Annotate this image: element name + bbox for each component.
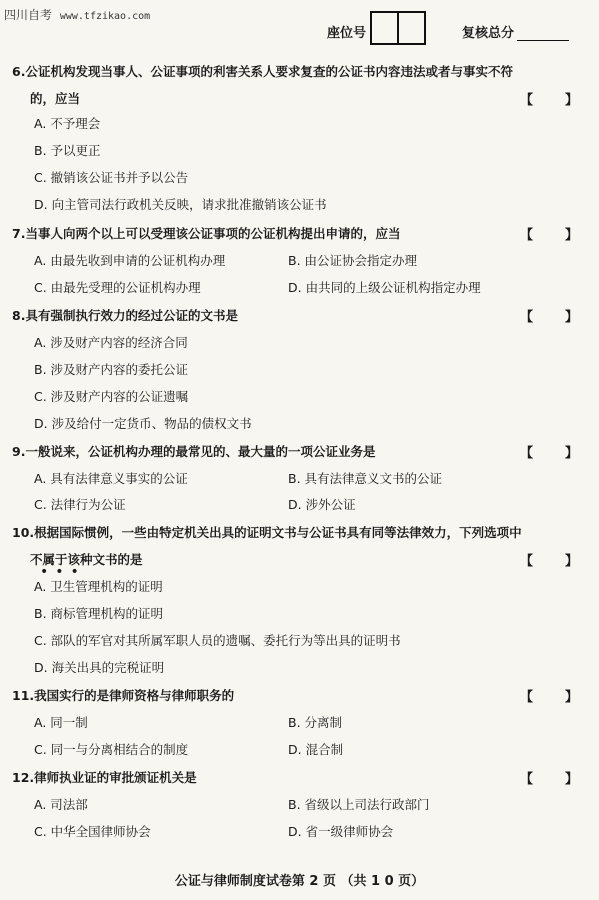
review-total-blank: [517, 40, 569, 41]
bracket-close: 】: [564, 690, 578, 705]
question-11-text: 11.我国实行的是律师资格与律师职务的: [12, 688, 235, 703]
bracket-open: 【: [520, 554, 534, 569]
option-7b: B. 由公证协会指定办理: [288, 253, 418, 268]
option-8c: C. 涉及财产内容的公证遗嘱: [34, 389, 189, 404]
option-6d: D. 向主管司法行政机关反映，请求批准撤销该公证书: [34, 197, 327, 212]
option-7a: A. 由最先收到申请的公证机构办理: [34, 253, 226, 268]
option-11a: A. 同一制: [34, 715, 88, 730]
option-11c: C. 同一与分离相结合的制度: [34, 742, 189, 757]
question-9-text: 9.一般说来，公证机构办理的最常见的、最大量的一项公证业务是: [12, 444, 376, 459]
answer-bracket-8: [520, 306, 578, 325]
option-10c: C. 部队的军官对其所属军职人员的遗嘱、委托行为等出具的证明书: [34, 633, 401, 648]
question-6-text: 6.公证机构发现当事人、公证事项的利害关系人要求复查的公证书内容违法或者与事实不符: [12, 64, 513, 79]
bracket-open: 【: [520, 690, 534, 705]
question-10-text: 10.根据国际惯例，一些由特定机关出具的证明文书与公证书具有同等法律效力，下列选项中: [12, 525, 522, 540]
bracket-open: 【: [520, 93, 534, 108]
bracket-close: 】: [564, 228, 578, 243]
question-7-text: 7.当事人向两个以上可以受理该公证事项的公证机构提出申请的，应当: [12, 226, 401, 241]
bracket-close: 】: [564, 772, 578, 787]
option-7c: C. 由最先受理的公证机构办理: [34, 280, 201, 295]
watermark: [4, 6, 150, 23]
bracket-close: 】: [564, 310, 578, 325]
answer-bracket-9: [520, 442, 578, 461]
option-6a: A. 不予理会: [34, 116, 101, 131]
bracket-open: 【: [520, 310, 534, 325]
bracket-close: 】: [564, 554, 578, 569]
review-total-label: 复核总分: [462, 26, 515, 41]
option-9c: C. 法律行为公证: [34, 497, 126, 512]
seat-number-cell: [372, 13, 397, 43]
site-url: www.tfzikao.com: [59, 11, 151, 22]
option-12a: A. 司法部: [34, 797, 88, 812]
option-6b: B. 予以更正: [34, 143, 101, 158]
option-8a: A. 涉及财产内容的经济合同: [34, 335, 188, 350]
option-8d: D. 涉及给付一定货币、物品的债权文书: [34, 416, 252, 431]
option-9a: A. 具有法律意义事实的公证: [34, 471, 188, 486]
question-8-text: 8.具有强制执行效力的经过公证的文书是: [12, 308, 238, 323]
seat-number-box: [370, 11, 426, 45]
site-name: 四川自考: [4, 8, 53, 22]
option-12d: D. 省一级律师协会: [288, 824, 394, 839]
question-6-text-cont: 的，应当: [30, 91, 81, 106]
option-10d: D. 海关出具的完税证明: [34, 660, 165, 675]
option-6c: C. 撤销该公证书并予以公告: [34, 170, 189, 185]
answer-bracket-12: [520, 768, 578, 787]
answer-bracket-11: [520, 686, 578, 705]
option-11d: D. 混合制: [288, 742, 344, 757]
option-10a: A. 卫生管理机构的证明: [34, 579, 163, 594]
option-11b: B. 分离制: [288, 715, 343, 730]
option-9d: D. 涉外公证: [288, 497, 356, 512]
emphasis-dots: •••: [40, 564, 86, 580]
option-7d: D. 由共同的上级公证机构指定办理: [288, 280, 481, 295]
option-8b: B. 涉及财产内容的委托公证: [34, 362, 189, 377]
answer-bracket-10: [520, 550, 578, 569]
question-10-text-cont: 不属于该种文书的是: [30, 552, 143, 567]
page-footer: 公证与律师制度试卷第 2 页 （共 1 0 页）: [174, 874, 425, 889]
bracket-close: 】: [564, 446, 578, 461]
bracket-close: 】: [564, 93, 578, 108]
seat-number-cell: [397, 13, 424, 43]
bracket-open: 【: [520, 772, 534, 787]
seat-number-label: 座位号: [327, 26, 367, 41]
answer-bracket-7: [520, 224, 578, 243]
option-9b: B. 具有法律意义文书的公证: [288, 471, 443, 486]
answer-bracket-6: [520, 89, 578, 108]
option-12c: C. 中华全国律师协会: [34, 824, 151, 839]
bracket-open: 【: [520, 446, 534, 461]
option-12b: B. 省级以上司法行政部门: [288, 797, 430, 812]
bracket-open: 【: [520, 228, 534, 243]
option-10b: B. 商标管理机构的证明: [34, 606, 164, 621]
question-12-text: 12.律师执业证的审批颁证机关是: [12, 770, 197, 785]
